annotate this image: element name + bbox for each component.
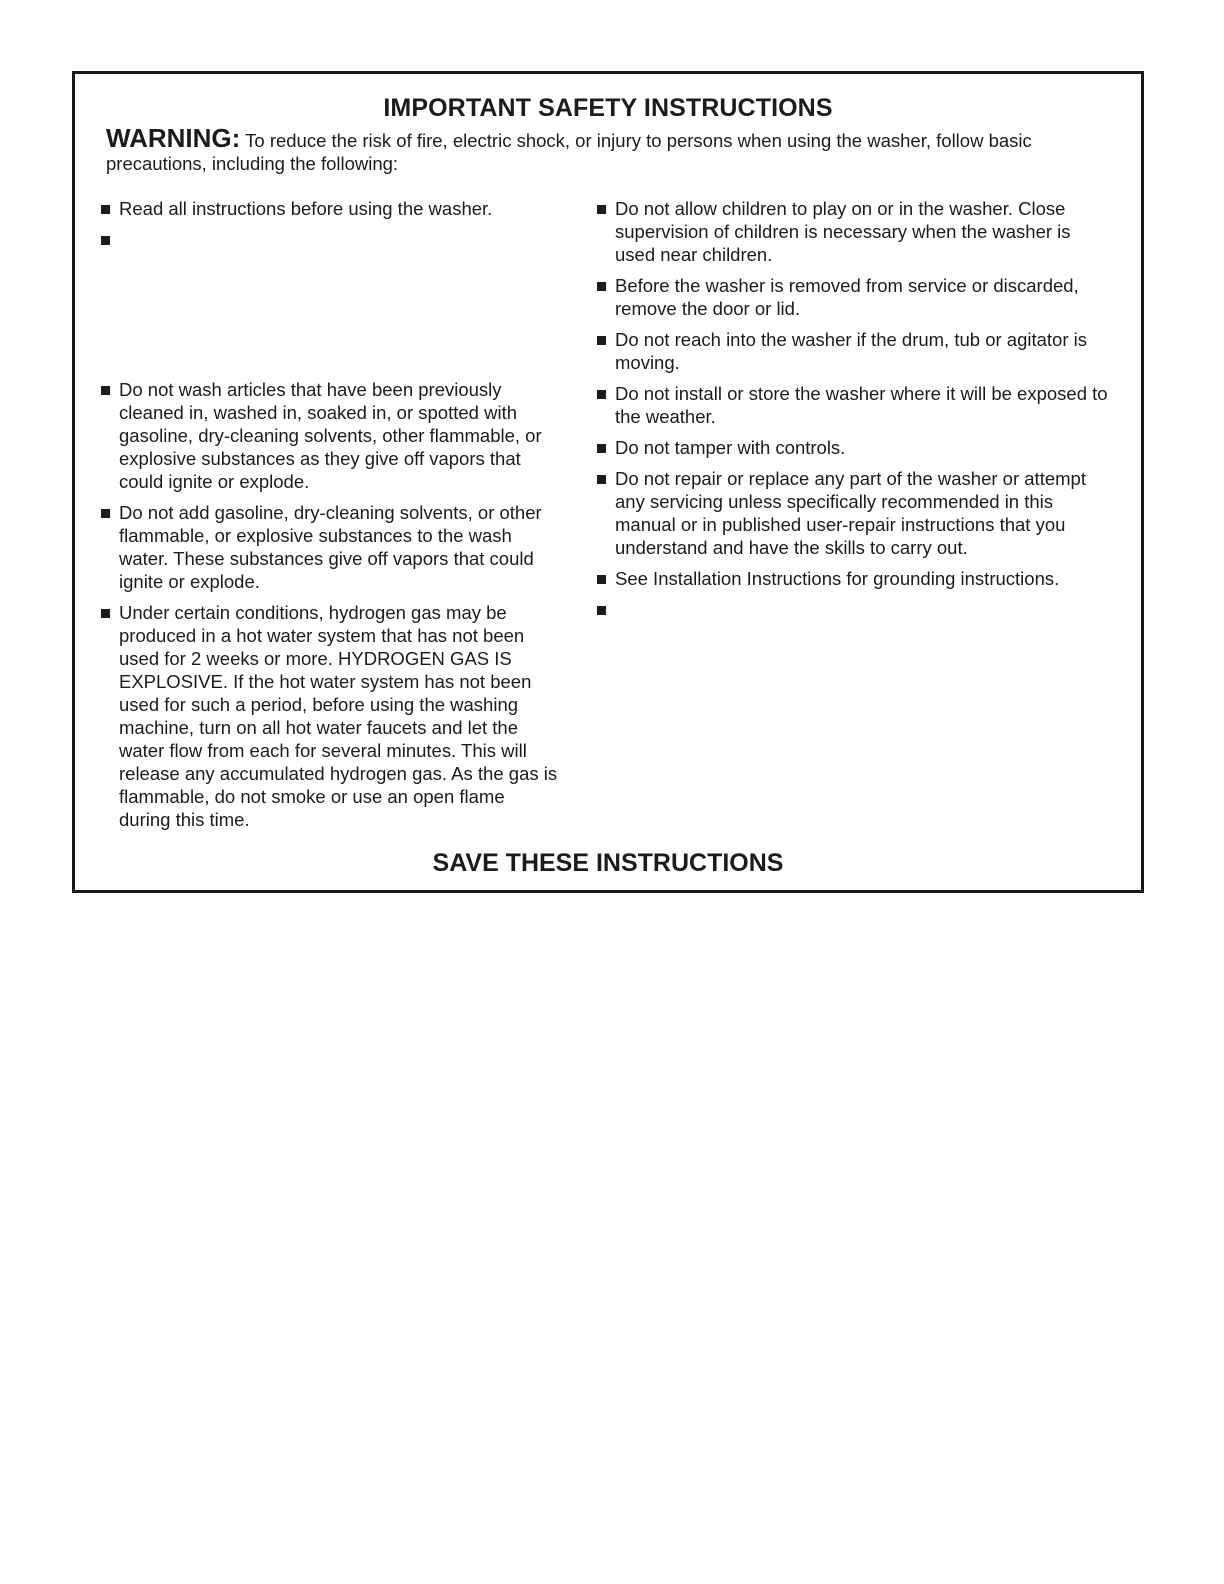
right-instruction-list [595, 197, 1115, 629]
list-item [99, 197, 559, 220]
square-bullet-icon [597, 475, 606, 484]
square-bullet-icon [101, 509, 110, 518]
page-title: IMPORTANT SAFETY INSTRUCTIONS [383, 94, 833, 122]
left-instruction-list [99, 197, 559, 839]
square-bullet-icon [597, 282, 606, 291]
warning-label: WARNING: [106, 123, 241, 153]
list-item [595, 567, 1115, 590]
list-item-text: See Installation Instructions for grounding instructions. [615, 568, 1060, 589]
list-item [99, 501, 559, 593]
list-item-text: Do not tamper with controls. [615, 437, 846, 458]
square-bullet-icon [597, 205, 606, 214]
save-instructions-footer: SAVE THESE INSTRUCTIONS [432, 849, 784, 877]
list-item-text: Do not allow children to play on or in the washer. Close supervision of children is necessary when the washer is used near children. [615, 198, 1071, 265]
square-bullet-icon [597, 390, 606, 399]
list-item-blank [595, 598, 1115, 621]
square-bullet-icon [597, 606, 606, 615]
square-bullet-icon [597, 575, 606, 584]
list-item-text: Do not install or store the washer where it will be exposed to the weather. [615, 383, 1108, 427]
list-item [595, 382, 1115, 428]
list-item [99, 378, 559, 493]
safety-instructions-box [72, 71, 1144, 893]
square-bullet-icon [101, 609, 110, 618]
square-bullet-icon [597, 336, 606, 345]
list-item-text: Do not add gasoline, dry-cleaning solvents, or other flammable, or explosive substances to the wash water. These substances give off vapors that could ignite or explode. [119, 502, 542, 592]
list-item [99, 601, 559, 831]
square-bullet-icon [597, 444, 606, 453]
square-bullet-icon [101, 205, 110, 214]
list-item-text: Before the washer is removed from service or discarded, remove the door or lid. [615, 275, 1079, 319]
list-item [595, 274, 1115, 320]
warning-paragraph [106, 123, 1106, 175]
list-item-blank [99, 228, 559, 370]
list-item [595, 197, 1115, 266]
list-item-text: Read all instructions before using the washer. [119, 198, 493, 219]
warning-text: To reduce the risk of fire, electric shock, or injury to persons when using the washer, follow basic precautions, including the following: [106, 130, 1032, 174]
list-item-text: Do not reach into the washer if the drum, tub or agitator is moving. [615, 329, 1087, 373]
square-bullet-icon [101, 236, 110, 245]
square-bullet-icon [101, 386, 110, 395]
list-item [595, 328, 1115, 374]
list-item [595, 436, 1115, 459]
list-item-text: Do not repair or replace any part of the washer or attempt any servicing unless specifically recommended in this manual or in published user-repair instructions that you understand and have the skills to carry out. [615, 468, 1086, 558]
list-item-text: Do not wash articles that have been previously cleaned in, washed in, soaked in, or spotted with gasoline, dry-cleaning solvents, other flammable, or explosive substances as they give off vapors that could ignite or explode. [119, 379, 542, 492]
list-item [595, 467, 1115, 559]
list-item-text: Under certain conditions, hydrogen gas may be produced in a hot water system that has not been used for 2 weeks or more. HYDROGEN GAS IS EXPLOSIVE. If the hot water system has not been used for such a period, before using the washing machine, turn on all hot water faucets and let the water flow from each for several minutes. This will release any accumulated hydrogen gas. As the gas is flammable, do not smoke or use an open flame during this time. [119, 602, 558, 830]
